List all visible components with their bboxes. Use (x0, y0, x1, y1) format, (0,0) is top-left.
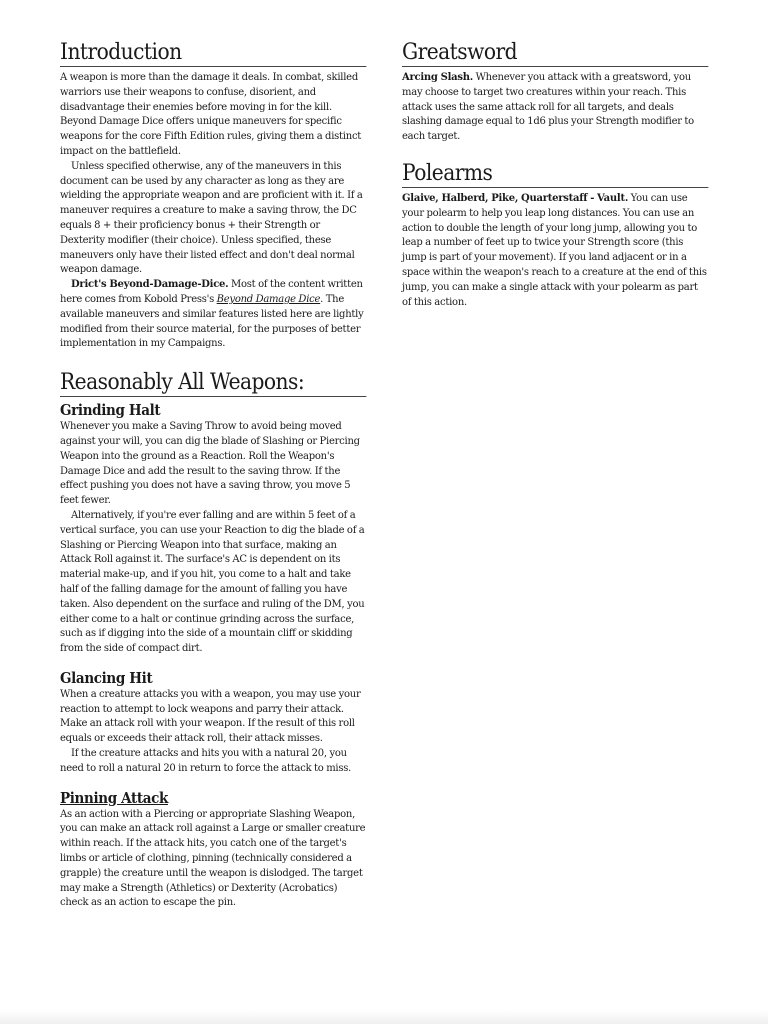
beyond-damage-dice-link[interactable]: Beyond Damage Dice (216, 293, 321, 305)
pinning-attack-heading: Pinning Attack (60, 788, 168, 807)
intro-paragraph-1: A weapon is more than the damage it deals. In combat, skilled warriors use their weapons to confuse, disorient, and disadvantage their enemies before moving in for the kill. Beyond Damage Dice offers unique maneuvers for specific weapons for the core Fifth Edition rules, giving them a distinct impact on the battlefield. (60, 72, 362, 157)
intro-paragraph-3-lead: Drict's Beyond-Damage-Dice. (71, 279, 229, 291)
polearms-lead: Glaive, Halberd, Pike, Quarterstaff - Vault. (402, 192, 629, 204)
polearms-paragraph (402, 192, 708, 310)
grinding-halt-entry (60, 401, 366, 657)
glancing-hit-paragraph-2: If the creature attacks and hits you with a natural 20, you need to roll a natural 20 in return to force the attack to miss. (60, 748, 352, 774)
all-weapons-heading: Reasonably All Weapons: (60, 370, 366, 397)
grinding-halt-paragraph-1: Whenever you make a Saving Throw to avoid being moved against your will, you can dig the blade of Slashing or Piercing Weapon into the ground as a Reaction. Roll the Weapon's Damage Dice and add the result to the saving throw. If the effect pushing you does not have a saving throw, you move 5 feet fewer. (60, 421, 360, 507)
glancing-hit-entry (60, 669, 366, 777)
grinding-halt-paragraph-2: Alternatively, if you're ever falling and are within 5 feet of a vertical surface, you can use your Reaction to dig the blade of a Slashing or Piercing Weapon into that surface, making an Attack Roll against it. The surface's AC is dependent on its material make-up, and if you hit, you come to a halt and take half of the falling damage for the amount of falling you have taken. Also dependent on the surface and ruling of the DM, you either come to a halt or continue grinding across the surface, such as if digging into the side of a mountain cliff or skidding from the side of compact dirt. (60, 509, 365, 655)
greatsword-lead: Arcing Slash. (402, 72, 473, 83)
glancing-hit-paragraph-1: When a creature attacks you with a weapon, you may use your reaction to attempt to lock weapons and parry their attack. Make an attack roll with your weapon. If the result of this roll equals or exceeds their attack roll, their attack misses. (60, 688, 361, 745)
polearms-heading: Polearms (402, 161, 708, 188)
intro-paragraph-3-text-a: Most of the content written here comes from Kobold Press's (60, 279, 363, 305)
page-bottom-shade (0, 1010, 768, 1024)
pinning-attack-paragraph-1: As an action with a Piercing or appropriate Slashing Weapon, you can make an attack roll against a Large or smaller creature within reach. If the attack hits, you catch one of the target's limbs or article of clothing, pinning (technically considered a grapple) the creature until the weapon is dislodged. The target may make a Strength (Athletics) or Dexterity (Acrobatics) check as an action to escape the pin. (60, 808, 366, 909)
pinning-attack-entry (60, 789, 366, 912)
greatsword-heading: Greatsword (402, 40, 708, 67)
right-column (402, 40, 708, 320)
greatsword-text: Whenever you attack with a greatsword, you may choose to target two creatures within your reach. This attack uses the same attack roll for all targets, and deals slashing damage equal to 1d6 plus your Strength modifier to each target. (402, 72, 694, 143)
greatsword-paragraph (402, 71, 708, 145)
intro-paragraph-2: Unless specified otherwise, any of the maneuvers in this document can be used by any character as long as they are wielding the appropriate weapon and are proficient with it. If a maneuver requires a creature to make a saving throw, the DC equals 8 + their proficiency bonus + their Strength or Dexterity modifier (their choice). Unless specified, these maneuvers only have their listed effect and don't deal normal weapon damage. (60, 160, 363, 276)
all-weapons-section (60, 370, 366, 911)
glancing-hit-heading: Glancing Hit (60, 668, 153, 687)
introduction-heading: Introduction (60, 40, 366, 67)
polearms-section (402, 161, 708, 310)
intro-paragraph-3-text-b: . The available maneuvers and similar features listed here are lightly modified from their source material, for the purposes of better implementation in my Campaigns. (60, 293, 364, 350)
grinding-halt-heading: Grinding Halt (60, 401, 161, 420)
polearms-text: You can use your polearm to help you leap long distances. You can use an action to double the length of your long jump, allowing you to leap a number of feet up to twice your Strength score (this jump is part of your movement). If you land adjacent or in a space within the weapon's reach to a creature at the end of this jump, you can make a single attack with your polearm as part of this action. (402, 192, 707, 308)
intro-paragraph-3 (60, 278, 366, 352)
introduction-section (60, 40, 366, 352)
left-column (60, 40, 366, 921)
greatsword-section (402, 40, 708, 145)
